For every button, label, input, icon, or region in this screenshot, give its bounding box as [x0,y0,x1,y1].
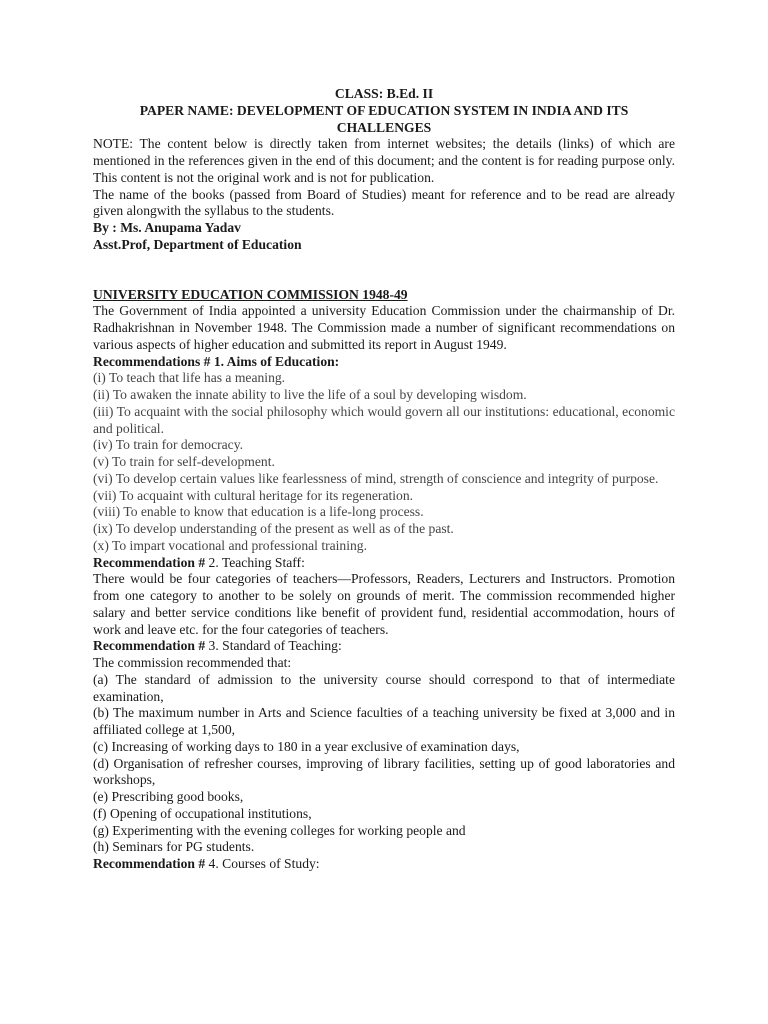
class-line: CLASS: B.Ed. II [334,86,434,101]
section-intro: The Government of India appointed a university Education Commission under the chairmanship of Dr. Radhakrishnan in November 1948. The Commission made a number of significant recommendations on various aspects of higher education and submitted its report in August 1949. [93,303,675,352]
rec3-heading-rest: 3. Standard of Teaching: [205,638,342,654]
rec4-heading [93,856,675,873]
list-item: (vii) To acquaint with cultural heritage for its regeneration. [93,487,414,503]
rec4-heading-rest: 4. Courses of Study: [205,856,320,871]
rec2-body: There would be four categories of teachers—Professors, Readers, Lecturers and Instructors. Promotion from one category to another to be solely on grounds of merit. The commission recommended higher salary and better service conditions like benefit of provident fund, residential accommodation, hours of work and leave etc. for the four categories of teachers. [93,571,675,637]
list-item: (iii) To acquaint with the social philosophy which would govern all our institutions: educational, economic and political. [93,403,675,436]
rec3-list [93,672,675,856]
list-item: (ii) To awaken the innate ability to live the life of a soul by developing wisdom. [93,387,527,402]
rec3-heading [93,638,675,655]
list-item: (v) To train for self-development. [93,454,275,469]
list-item: (x) To impart vocational and professional training. [93,537,367,553]
list-item: (ix) To develop understanding of the present as well as of the past. [93,521,454,536]
list-item: (d) Organisation of refresher courses, improving of library facilities, setting up of good laboratories and workshops, [93,755,675,788]
rec3-intro: The commission recommended that: [93,655,292,670]
list-item: (vi) To develop certain values like fearlessness of mind, strength of conscience and integrity of purpose. [93,470,659,486]
rec3-heading-bold: Recommendation # [93,638,206,654]
document-page [93,86,675,873]
list-item: (h) Seminars for PG students. [93,839,255,855]
rec2-heading-rest: 2. Teaching Staff: [205,554,305,570]
rec4-heading-bold: Recommendation # [93,856,206,871]
list-item: (f) Opening of occupational institutions, [93,805,312,821]
list-item: (viii) To enable to know that education is a life-long process. [93,504,424,520]
rec1-heading: Recommendations # 1. Aims of Education: [93,353,340,369]
rec2-heading [93,555,675,572]
list-item: (a) The standard of admission to the university course should correspond to that of intermediate examination, [93,671,675,704]
rec1-list [93,370,675,554]
author-line: By : Ms. Anupama Yadav [93,220,241,235]
rec2-heading-bold: Recommendation # [93,554,206,570]
note-paragraph: NOTE: The content below is directly taken from internet websites; the details (links) of which are mentioned in the references given in the end of this document; and the content is for reading purpose only. This content is not the original work and is not for publication. [93,136,675,185]
spacer [93,254,675,287]
list-item: (i) To teach that life has a meaning. [93,370,286,386]
list-item: (iv) To train for democracy. [93,437,244,453]
list-item: (b) The maximum number in Arts and Science faculties of a teaching university be fixed at 3,000 and in affiliated college at 1,500, [93,705,675,737]
list-item: (c) Increasing of working days to 180 in a year exclusive of examination days, [93,738,520,754]
list-item: (e) Prescribing good books, [93,789,244,804]
books-note-paragraph: The name of the books (passed from Board of Studies) meant for reference and to be read are already given alongwith the syllabus to the students. [93,186,675,219]
paper-title: PAPER NAME: DEVELOPMENT OF EDUCATION SYSTEM IN INDIA AND ITS CHALLENGES [139,102,629,135]
designation-line: Asst.Prof, Department of Education [93,236,302,252]
list-item: (g) Experimenting with the evening colleges for working people and [93,822,466,838]
section-title: UNIVERSITY EDUCATION COMMISSION 1948-49 [93,286,408,302]
